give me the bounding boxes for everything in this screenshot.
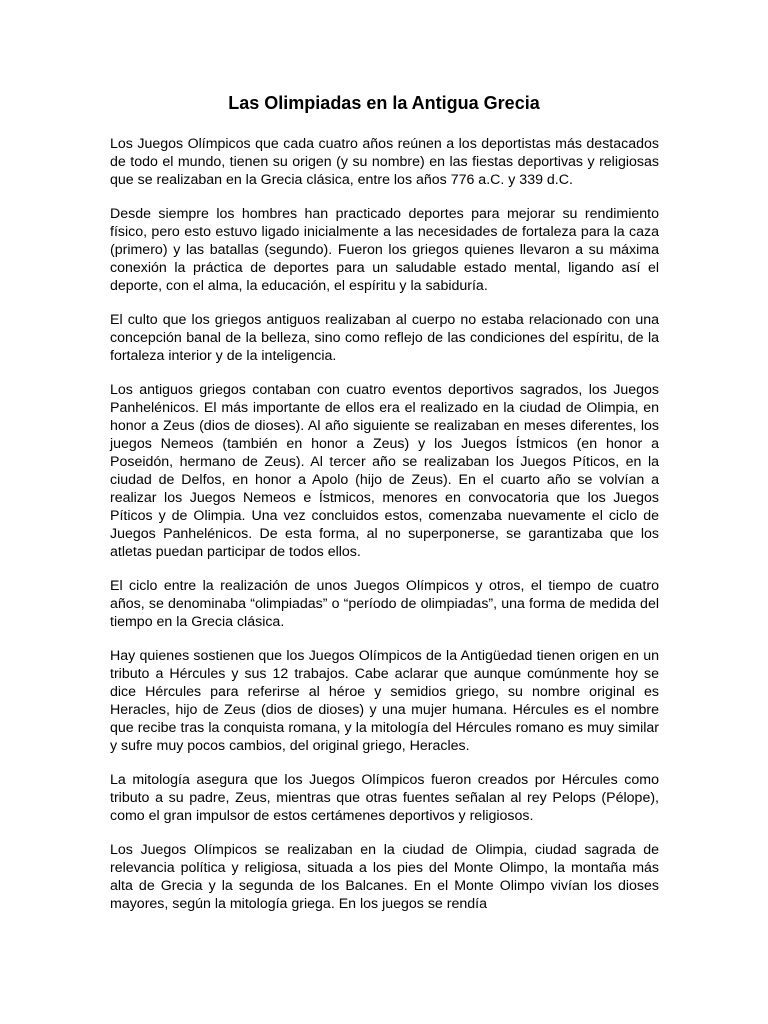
paragraph-mythology: La mitología asegura que los Juegos Olímpicos fueron creados por Hércules como tributo a su padre, Zeus, mientras que otras fuentes señalan al rey Pelops (Pélope), como el gran impulsor de estos certámenes deportivos y religiosos. bbox=[110, 772, 659, 824]
paragraph-origin: Los Juegos Olímpicos que cada cuatro años reúnen a los deportistas más destacados de todo el mundo, tienen su origen (y su nombre) en las fiestas deportivas y religiosas que se realizaban en la Grecia clásica, entre los años 776 a.C. y 339 d.C. bbox=[110, 136, 659, 188]
paragraph-olympiad-cycle: El ciclo entre la realización de unos Juegos Olímpicos y otros, el tiempo de cuatro años, se denominaba “olimpiadas” o “período de olimpiadas”, una forma de medida del tiempo en la Grecia clásica. bbox=[110, 578, 659, 630]
paragraph-sport-history: Desde siempre los hombres han practicado deportes para mejorar su rendimiento físico, pero esto estuvo ligado inicialmente a las necesidades de fortaleza para la caza (primero) y las batallas (segundo). Fueron los griegos quienes llevaron a su máxima conexión la práctica de deportes para un saludable estado mental, ligando así el deporte, con el alma, la educación, el espíritu y la sabiduría. bbox=[110, 206, 659, 294]
paragraph-panhellenic-games: Los antiguos griegos contaban con cuatro eventos deportivos sagrados, los Juegos Panhelénicos. El más importante de ellos era el realizado en la ciudad de Olimpia, en honor a Zeus (dios de dioses). Al año siguiente se realizaban en meses diferentes, los juegos Nemeos (también en honor a Zeus) y los Juegos Ístmicos (en honor a Poseidón, hermano de Zeus). Al tercer año se realizaban los Juegos Píticos, en la ciudad de Delfos, en honor a Apolo (hijo de Zeus). En el cuarto año se volvían a realizar los Juegos Nemeos e Ístmicos, menores en convocatoria que los Juegos Píticos y de Olimpia. Una vez concluidos estos, comenzaba nuevamente el ciclo de Juegos Panhelénicos. De esta forma, al no superponerse, se garantizaba que los atletas puedan participar de todos ellos. bbox=[110, 382, 659, 560]
paragraph-olympia-city: Los Juegos Olímpicos se realizaban en la ciudad de Olimpia, ciudad sagrada de relevancia política y religiosa, situada a los pies del Monte Olimpo, la montaña más alta de Grecia y la segunda de los Balcanes. En el Monte Olimpo vivían los dioses mayores, según la mitología griega. En los juegos se rendía bbox=[110, 842, 659, 912]
document-title: Las Olimpiadas en la Antigua Grecia bbox=[228, 93, 540, 113]
paragraph-body-cult: El culto que los griegos antiguos realizaban al cuerpo no estaba relacionado con una concepción banal de la belleza, sino como reflejo de las condiciones del espíritu, de la fortaleza interior y de la inteligencia. bbox=[110, 312, 659, 364]
document-body bbox=[110, 135, 659, 913]
paragraph-hercules: Hay quienes sostienen que los Juegos Olímpicos de la Antigüedad tienen origen en un tributo a Hércules y sus 12 trabajos. Cabe aclarar que aunque comúnmente hoy se dice Hércules para referirse al héroe y semidios griego, su nombre original es Heracles, hijo de Zeus (dios de dioses) y una mujer humana. Hércules es el nombre que recibe tras la conquista romana, y la mitología del Hércules romano es muy similar y sufre muy pocos cambios, del original griego, Heracles. bbox=[110, 648, 659, 754]
